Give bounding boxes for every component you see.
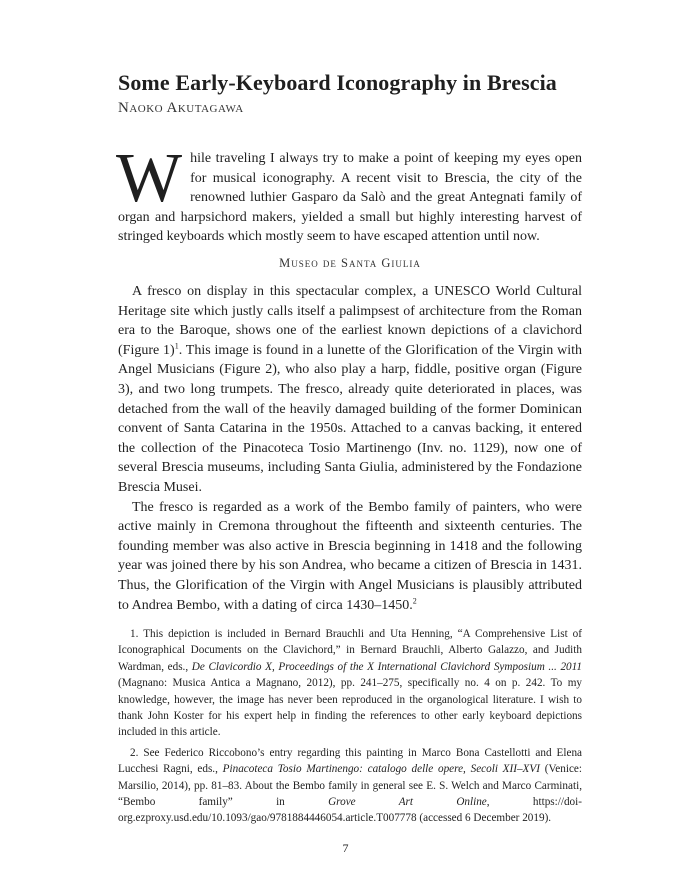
intro-text: hile traveling I always try to make a point of keeping my eyes open for musical iconography. A recent visit to Brescia, the city of the renowned luthier Gasparo da Salò and the great Antegnati family of organ and harpsichord makers, yielded a small but highly interesting harvest of stringed keyboards which mostly seem to have escaped attention until now. bbox=[118, 151, 582, 245]
paragraph-1-text-cont: . This image is found in a lunette of the Glorification of the Virgin with Angel Musicians (Figure 2), who also play a harp, fiddle, positive organ (Figure 3), and two long trumpets. The fresco, already quite deteriorated in places, was detached from the wall of the heavily damaged building of the former Dominican convent of Santa Catarina in the 1950s. Attached to a canvas backing, it entered the collection of the Pinacoteca Tosio Martinengo (Inv. no. 1129), now one of several Brescia museums, including Santa Giulia, administered by the Fondazione Brescia Musei. bbox=[118, 342, 582, 495]
article-author: Naoko Akutagawa bbox=[118, 100, 244, 116]
paragraph-2-text: The fresco is regarded as a work of the Bembo family of painters, who were active mainly in Cremona throughout the fifteenth and sixteenth centuries. The founding member was also active in Brescia beginning in 1418 and the following year was joined there by his son Andrea, who became a citizen of Brescia in 1431. Thus, the Glorification of the Virgin with Angel Musicians is plausibly attributed to Andrea Bembo, with a dating of circa 1430–1450. bbox=[118, 499, 582, 613]
footnote-2-text-cont: (Venice: Marsilio, 2014), pp. 81–83. About the Bembo family in general see E. S. Welch and Marco Carminati, “Bembo family” in bbox=[118, 763, 582, 809]
footnote-1-text: 1. This depiction is included in Bernard Brauchli and Uta Henning, “A Comprehensive List of Iconographical Documents on the Clavichord,” in Bernard Brauchli, Alberto Galazzo, and Judith Wardman, eds., bbox=[118, 628, 582, 673]
main-text bbox=[118, 282, 582, 615]
footnote-1-text-cont: (Magnano: Musica Antica a Magnano, 2012), pp. 241–275, specifically no. 4 on p. 242. To my knowledge, however, the image has never been reproduced in the organological literature. I wish to thank John Koster for his expert help in finding the references to other early keyboard depictions included in this article. bbox=[118, 677, 582, 739]
paragraph-2 bbox=[118, 498, 582, 616]
footnote-ref-1[interactable]: 1 bbox=[174, 341, 179, 351]
drop-cap: W bbox=[116, 140, 183, 217]
paragraph-1-text: A fresco on display in this spectacular complex, a UNESCO World Cultural Heritage site which justly calls itself a palimpsest of architecture from the Roman era to the Baroque, shows one of the earliest known depictions of a clavichord (Figure 1) bbox=[118, 284, 582, 358]
footnote-2-link[interactable]: , https://doi-org.ezproxy.usd.edu/10.1093/gao/9781884446054.article.T007778 (accessed 6 December 2019). bbox=[118, 796, 582, 825]
paragraph-1 bbox=[118, 282, 582, 498]
intro-paragraph bbox=[116, 140, 582, 247]
article-title: Some Early-Keyboard Iconography in Brescia bbox=[118, 70, 557, 95]
footnote-1 bbox=[118, 626, 582, 741]
footnotes bbox=[118, 626, 582, 831]
footnote-2-text: 2. See Federico Riccobono’s entry regarding this painting in Marco Bona Castellotti and Elena Lucchesi Ragni, eds., bbox=[118, 746, 582, 776]
footnote-2-title: Pinacoteca Tosio Martinengo: catalogo delle opere, Secoli XII–XVI bbox=[222, 763, 540, 776]
footnote-1-title: De Clavicordio X, Proceedings of the X International Clavichord Symposium ... 2011 bbox=[191, 660, 582, 673]
footnote-ref-2[interactable]: 2 bbox=[412, 595, 417, 605]
page-number: 7 bbox=[342, 841, 349, 855]
section-heading: Museo de Santa Giulia bbox=[279, 256, 421, 270]
footnote-2 bbox=[118, 745, 582, 827]
footnote-2-source: Grove Art Online bbox=[328, 796, 487, 809]
